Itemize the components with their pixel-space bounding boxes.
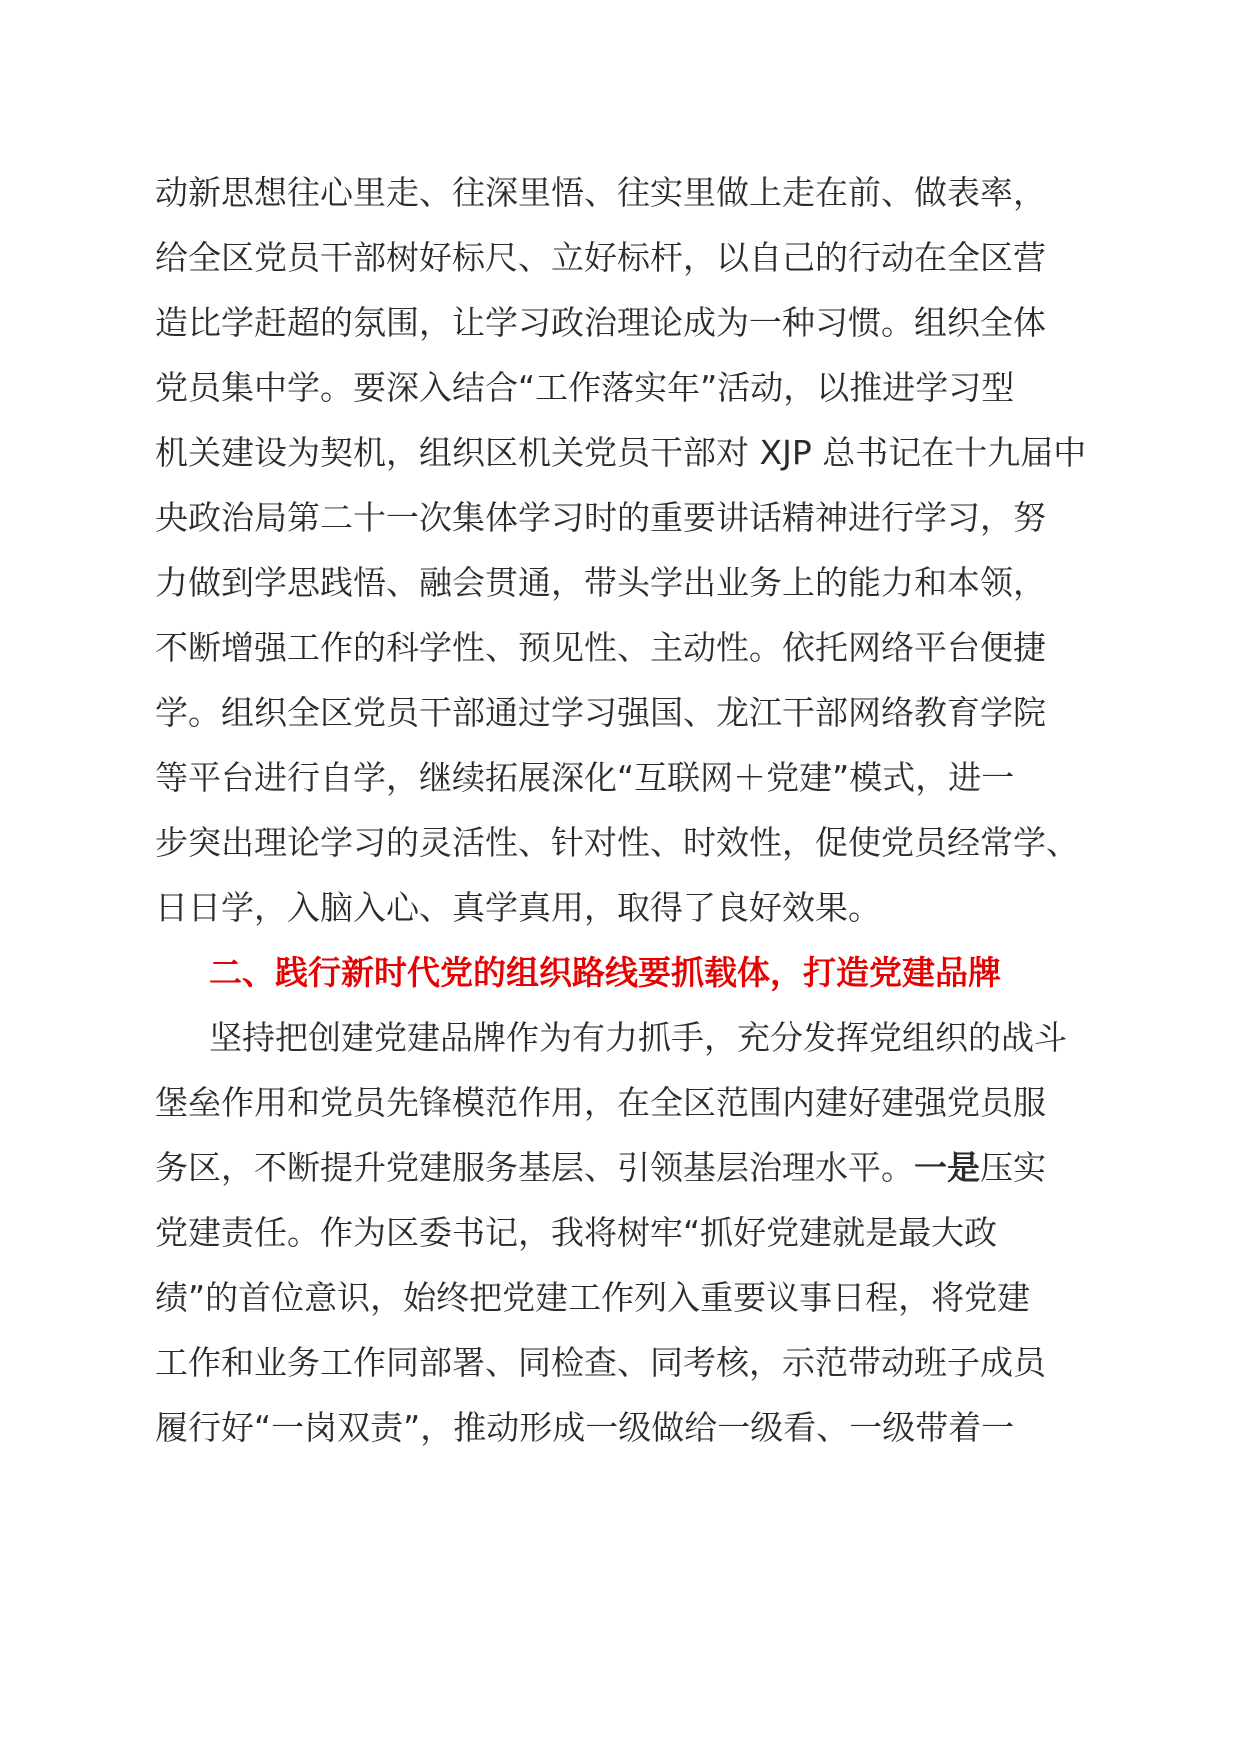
paragraph-line: 学。组织全区党员干部通过学习强国、龙江干部网络教育学院 <box>155 693 1046 732</box>
paragraph-line: 动新思想往心里走、往深里悟、往实里做上走在前、做表率， <box>155 173 1046 212</box>
section-heading: 二、践行新时代党的组织路线要抓载体，打造党建品牌 <box>209 953 1001 992</box>
emphasis-text: 一是 <box>914 1148 980 1187</box>
paragraph-line: 履行好“一岗双责”，推动形成一级做给一级看、一级带着一 <box>155 1408 1015 1447</box>
paragraph-line: 党建责任。作为区委书记，我将树牢“抓好党建就是最大政 <box>155 1213 998 1252</box>
paragraph-line: 等平台进行自学，继续拓展深化“互联网＋党建”模式，进一 <box>155 758 1015 797</box>
paragraph-line: 绩”的首位意识，始终把党建工作列入重要议事日程，将党建 <box>155 1278 1031 1317</box>
paragraph-line: 日日学，入脑入心、真学真用，取得了良好效果。 <box>155 888 881 927</box>
paragraph-line: 造比学赶超的氛围，让学习政治理论成为一种习惯。组织全体 <box>155 303 1046 342</box>
text-run: 务区，不断提升党建服务基层、引领基层治理水平。 <box>155 1148 914 1187</box>
paragraph-line: 央政治局第二十一次集体学习时的重要讲话精神进行学习，努 <box>155 498 1046 537</box>
paragraph-line <box>155 1135 1115 1200</box>
body-paragraph-2 <box>155 1005 1115 1460</box>
paragraph-line: 坚持把创建党建品牌作为有力抓手，充分发挥党组织的战斗 <box>209 1018 1067 1057</box>
paragraph-line: 党员集中学。要深入结合“工作落实年”活动，以推进学习型 <box>155 368 1015 407</box>
section-heading-block <box>155 940 1115 1005</box>
paragraph-line: 力做到学思践悟、融会贯通，带头学出业务上的能力和本领， <box>155 563 1046 602</box>
body-paragraph-1 <box>155 160 1115 940</box>
paragraph-line: 不断增强工作的科学性、预见性、主动性。依托网络平台便捷 <box>155 628 1046 667</box>
paragraph-line: 机关建设为契机，组织区机关党员干部对 XJP 总书记在十九届中 <box>155 433 1087 472</box>
text-run: 压实 <box>980 1148 1046 1187</box>
paragraph-line: 步突出理论学习的灵活性、针对性、时效性，促使党员经常学、 <box>155 823 1079 862</box>
paragraph-line: 堡垒作用和党员先锋模范作用，在全区范围内建好建强党员服 <box>155 1083 1046 1122</box>
paragraph-line: 工作和业务工作同部署、同检查、同考核，示范带动班子成员 <box>155 1343 1046 1382</box>
paragraph-line: 给全区党员干部树好标尺、立好标杆，以自己的行动在全区营 <box>155 238 1046 277</box>
